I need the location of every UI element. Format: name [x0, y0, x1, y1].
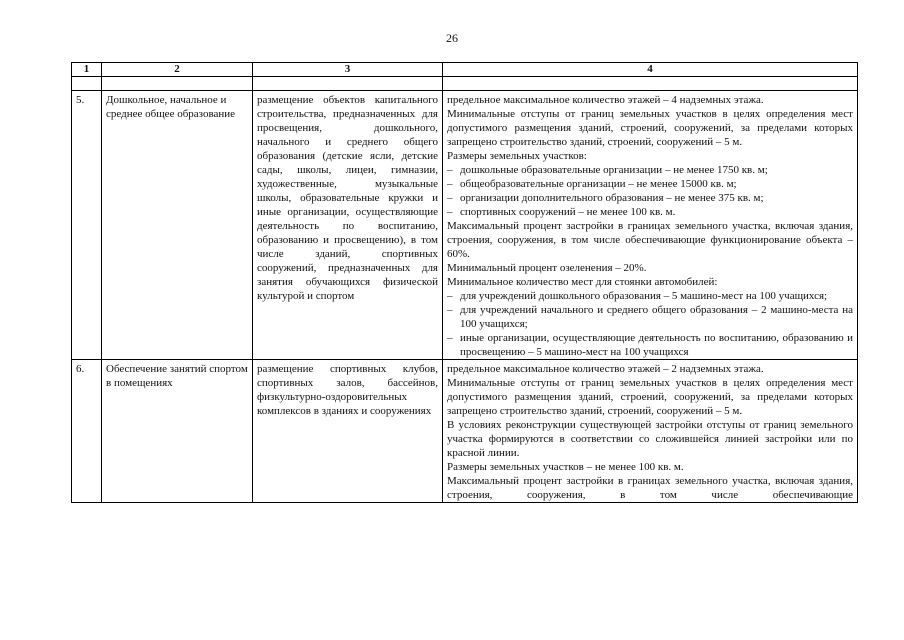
list-item: – иные организации, осуществляющие деятельность по воспитанию, образованию и просвещению – 5 машино-мест на 100 учащихся: [447, 331, 853, 359]
spacer-row: [72, 77, 858, 91]
sizes-list: [447, 163, 853, 219]
param-coverage: Максимальный процент застройки в границах земельного участка, включая здания, строения, сооружения, в том числе обеспечивающие функционирование объекта – 60%.: [447, 220, 853, 260]
use-type-parameters: [443, 360, 858, 503]
param-greening: Минимальный процент озеленения – 20%.: [447, 262, 647, 274]
list-item: – организации дополнительного образования – не менее 375 кв. м;: [447, 191, 853, 205]
column-header-4: 4: [443, 63, 858, 77]
header-row: [72, 63, 858, 77]
use-type-name: Обеспечение занятий спортом в помещениях: [102, 360, 253, 503]
use-type-description: размещение объектов капитального строительства, предназначенных для просвещения, дошкольного, начального и среднего общего образования (детские ясли, детские сады, школы, лицеи, гимназии, художественные, музыкальные школы, образовательные кружки и иные организации, осуществляющие деятельность по воспитанию, образованию и просвещению), в том числе зданий, спортивных сооружений, предназначенных для занятия обучающихся физической культурой и спортом: [253, 91, 443, 360]
param-reconstruction: В условиях реконструкции существующей застройки отступы от границ земельного участка формируются в соответствии со сложившейся линией застройки или по красной линии.: [447, 419, 853, 459]
list-item: – для учреждений начального и среднего общего образования – 2 машино-места на 100 учащихся;: [447, 303, 853, 331]
row-number: 5.: [72, 91, 102, 360]
list-item: – для учреждений дошкольного образования – 5 машино-мест на 100 учащихся;: [447, 289, 853, 303]
use-type-parameters: [443, 91, 858, 360]
param-floors: предельное максимальное количество этажей – 4 надземных этажа.: [447, 94, 764, 106]
list-item: – спортивных сооружений – не менее 100 кв. м.: [447, 205, 853, 219]
param-coverage: Максимальный процент застройки в границах земельного участка, включая здания, строения, сооружения, в том числе обеспечивающие: [447, 475, 853, 501]
param-setbacks: Минимальные отступы от границ земельных участков в целях определения мест допустимого размещения зданий, строений, сооружений, за пределами которых запрещено строительство зданий, строений, сооружений – 5 м.: [447, 108, 853, 148]
table-row: [72, 360, 858, 503]
param-floors: предельное максимальное количество этажей – 2 надземных этажа.: [447, 363, 764, 375]
column-header-1: 1: [72, 63, 102, 77]
page-number: 26: [446, 31, 458, 45]
use-type-description: размещение спортивных клубов, спортивных залов, бассейнов, физкультурно-оздоровительных комплексов в зданиях и сооружениях: [253, 360, 443, 503]
parking-list: [447, 289, 853, 359]
param-sizes: Размеры земельных участков – не менее 100 кв. м.: [447, 461, 684, 473]
table-row: [72, 91, 858, 360]
land-use-table: [71, 62, 858, 503]
param-parking-heading: Минимальное количество мест для стоянки автомобилей:: [447, 276, 718, 288]
param-sizes-heading: Размеры земельных участков:: [447, 150, 587, 162]
row-number: 6.: [72, 360, 102, 503]
list-item: – дошкольные образовательные организации – не менее 1750 кв. м;: [447, 163, 853, 177]
list-item: – общеобразовательные организации – не менее 15000 кв. м;: [447, 177, 853, 191]
use-type-name: Дошкольное, начальное и среднее общее образование: [102, 91, 253, 360]
column-header-3: 3: [253, 63, 443, 77]
column-header-2: 2: [102, 63, 253, 77]
param-setbacks: Минимальные отступы от границ земельных участков в целях определения мест допустимого размещения зданий, строений, сооружений, за пределами которых запрещено строительство зданий, строений, сооружений – 5 м.: [447, 377, 853, 417]
